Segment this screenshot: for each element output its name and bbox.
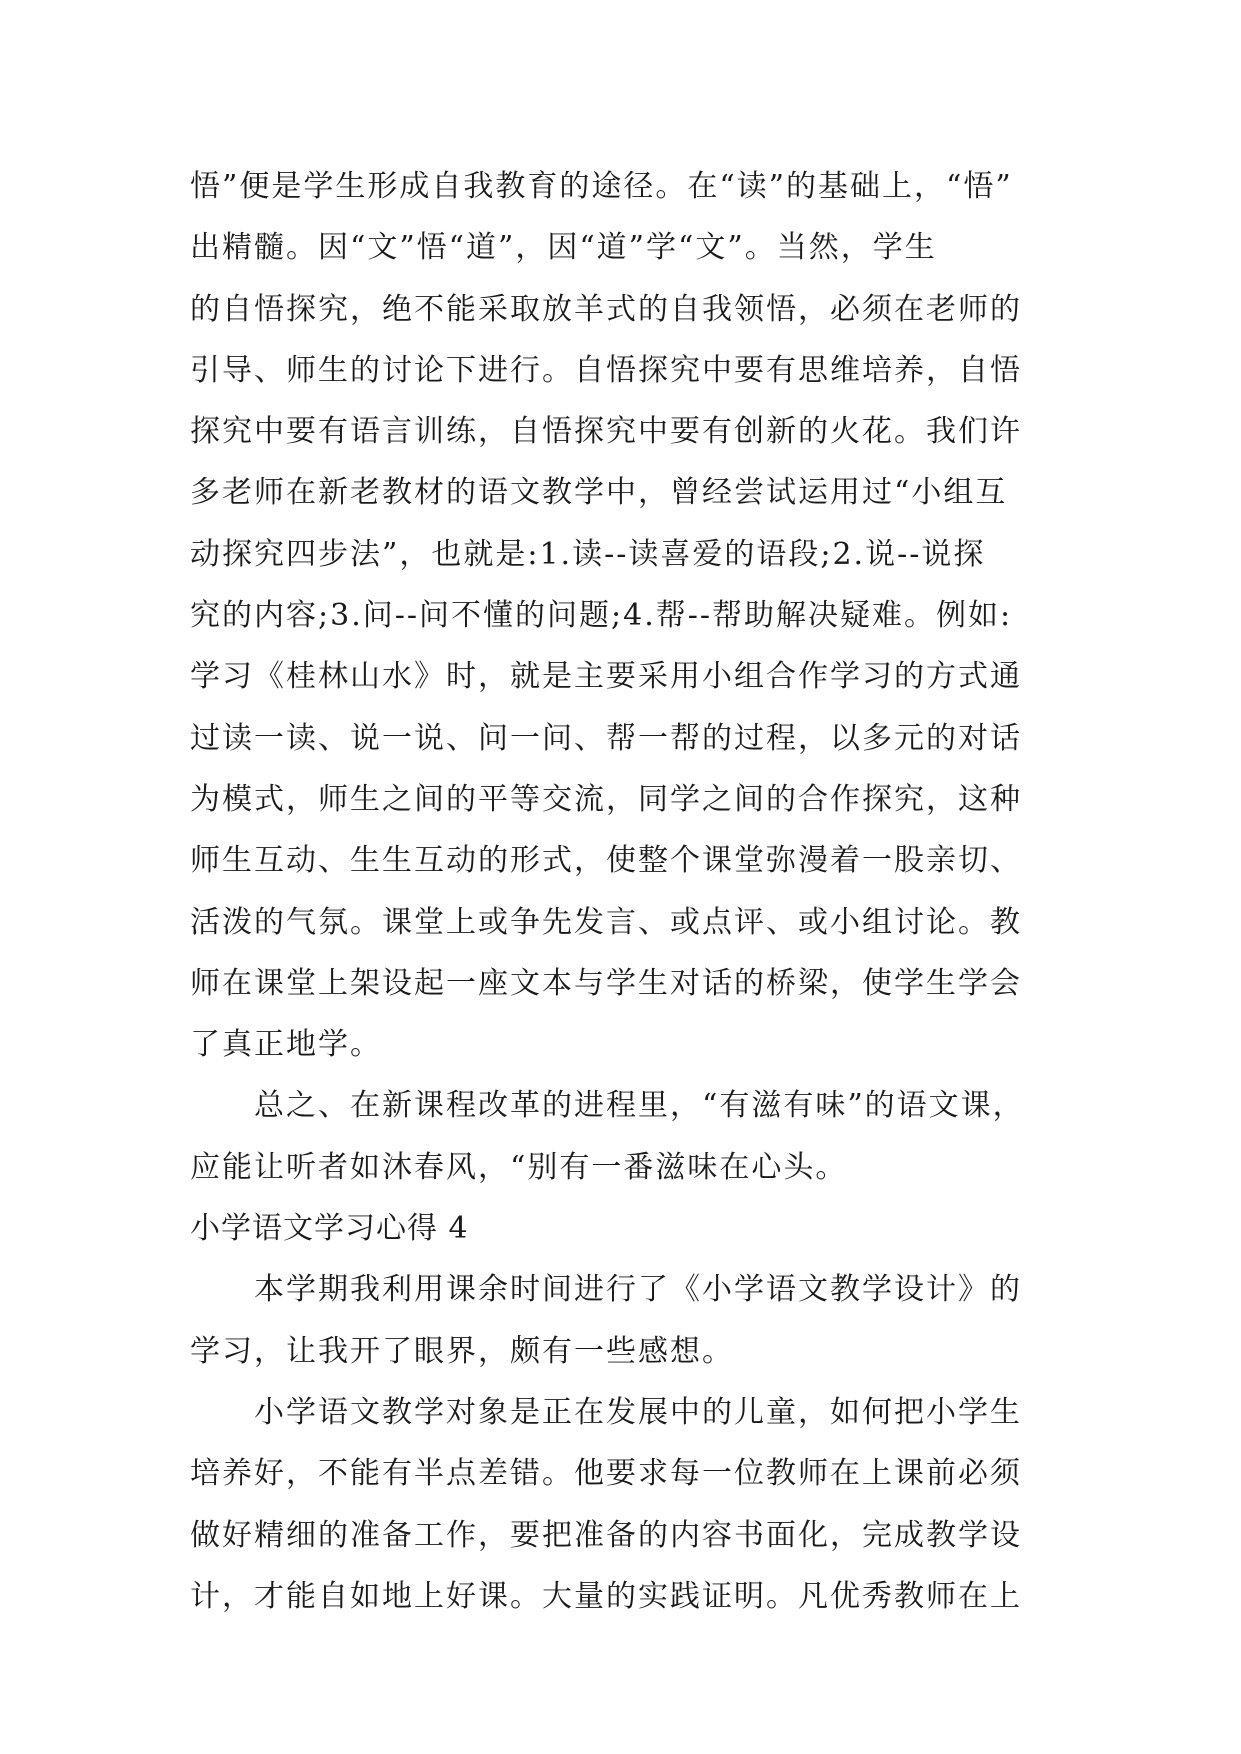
paragraph-start-line: 小学语文教学对象是正在发展中的儿童，如何把小学生 <box>254 1394 1022 1430</box>
text-line: 师在课堂上架设起一座文本与学生对话的桥梁，使学生学会 <box>190 965 1022 1001</box>
text-line: 究的内容;3.问--问不懂的问题;4.帮--帮助解决疑难。例如: <box>190 598 1013 634</box>
text-line: 引导、师生的讨论下进行。自悟探究中要有思维培养，自悟 <box>190 352 1022 388</box>
text-line: 师生互动、生生互动的形式，使整个课堂弥漫着一股亲切、 <box>190 843 1022 879</box>
text-line: 培养好，不能有半点差错。他要求每一位教师在上课前必须 <box>190 1456 1022 1492</box>
text-line: 计，才能自如地上好课。大量的实践证明。凡优秀教师在上 <box>190 1578 1022 1614</box>
text-line: 活泼的气氛。课堂上或争先发言、或点评、或小组讨论。教 <box>190 904 1022 940</box>
paragraph-start-line: 总之、在新课程改革的进程里，“有滋有味”的语文课， <box>254 1088 1025 1124</box>
text-line: 动探究四步法”，也就是:1.读--读喜爱的语段;2.说--说探 <box>190 536 986 572</box>
text-line: 多老师在新老教材的语文教学中，曾经尝试运用过“小组互 <box>190 475 1008 511</box>
text-line: 的自悟探究，绝不能采取放羊式的自我领悟，必须在老师的 <box>190 291 1022 327</box>
text-line: 探究中要有语言训练，自悟探究中要有创新的火花。我们许 <box>190 414 1022 450</box>
text-line: 出精髓。因“文”悟“道”，因“道”学“文”。当然，学生 <box>190 230 937 266</box>
text-line: 了真正地学。 <box>190 1027 382 1063</box>
text-line: 学习，让我开了眼界，颇有一些感想。 <box>190 1333 734 1369</box>
text-line: 做好精细的准备工作，要把准备的内容书面化，完成教学设 <box>190 1517 1022 1553</box>
document-body <box>190 156 1070 1627</box>
text-line: 为模式，师生之间的平等交流，同学之间的合作探究，这种 <box>190 781 1022 817</box>
paragraph-start-line: 本学期我利用课余时间进行了《小学语文教学设计》的 <box>254 1272 1022 1308</box>
text-line: 应能让听者如沐春风，“别有一番滋味在心头。 <box>190 1149 848 1185</box>
text-line: 悟”便是学生形成自我教育的途径。在“读”的基础上，“悟” <box>190 169 1013 204</box>
text-line: 过读一读、说一说、问一问、帮一帮的过程，以多元的对话 <box>190 720 1022 756</box>
section-heading: 小学语文学习心得 4 <box>190 1211 469 1247</box>
text-line: 学习《桂林山水》时，就是主要采用小组合作学习的方式通 <box>190 659 1022 695</box>
